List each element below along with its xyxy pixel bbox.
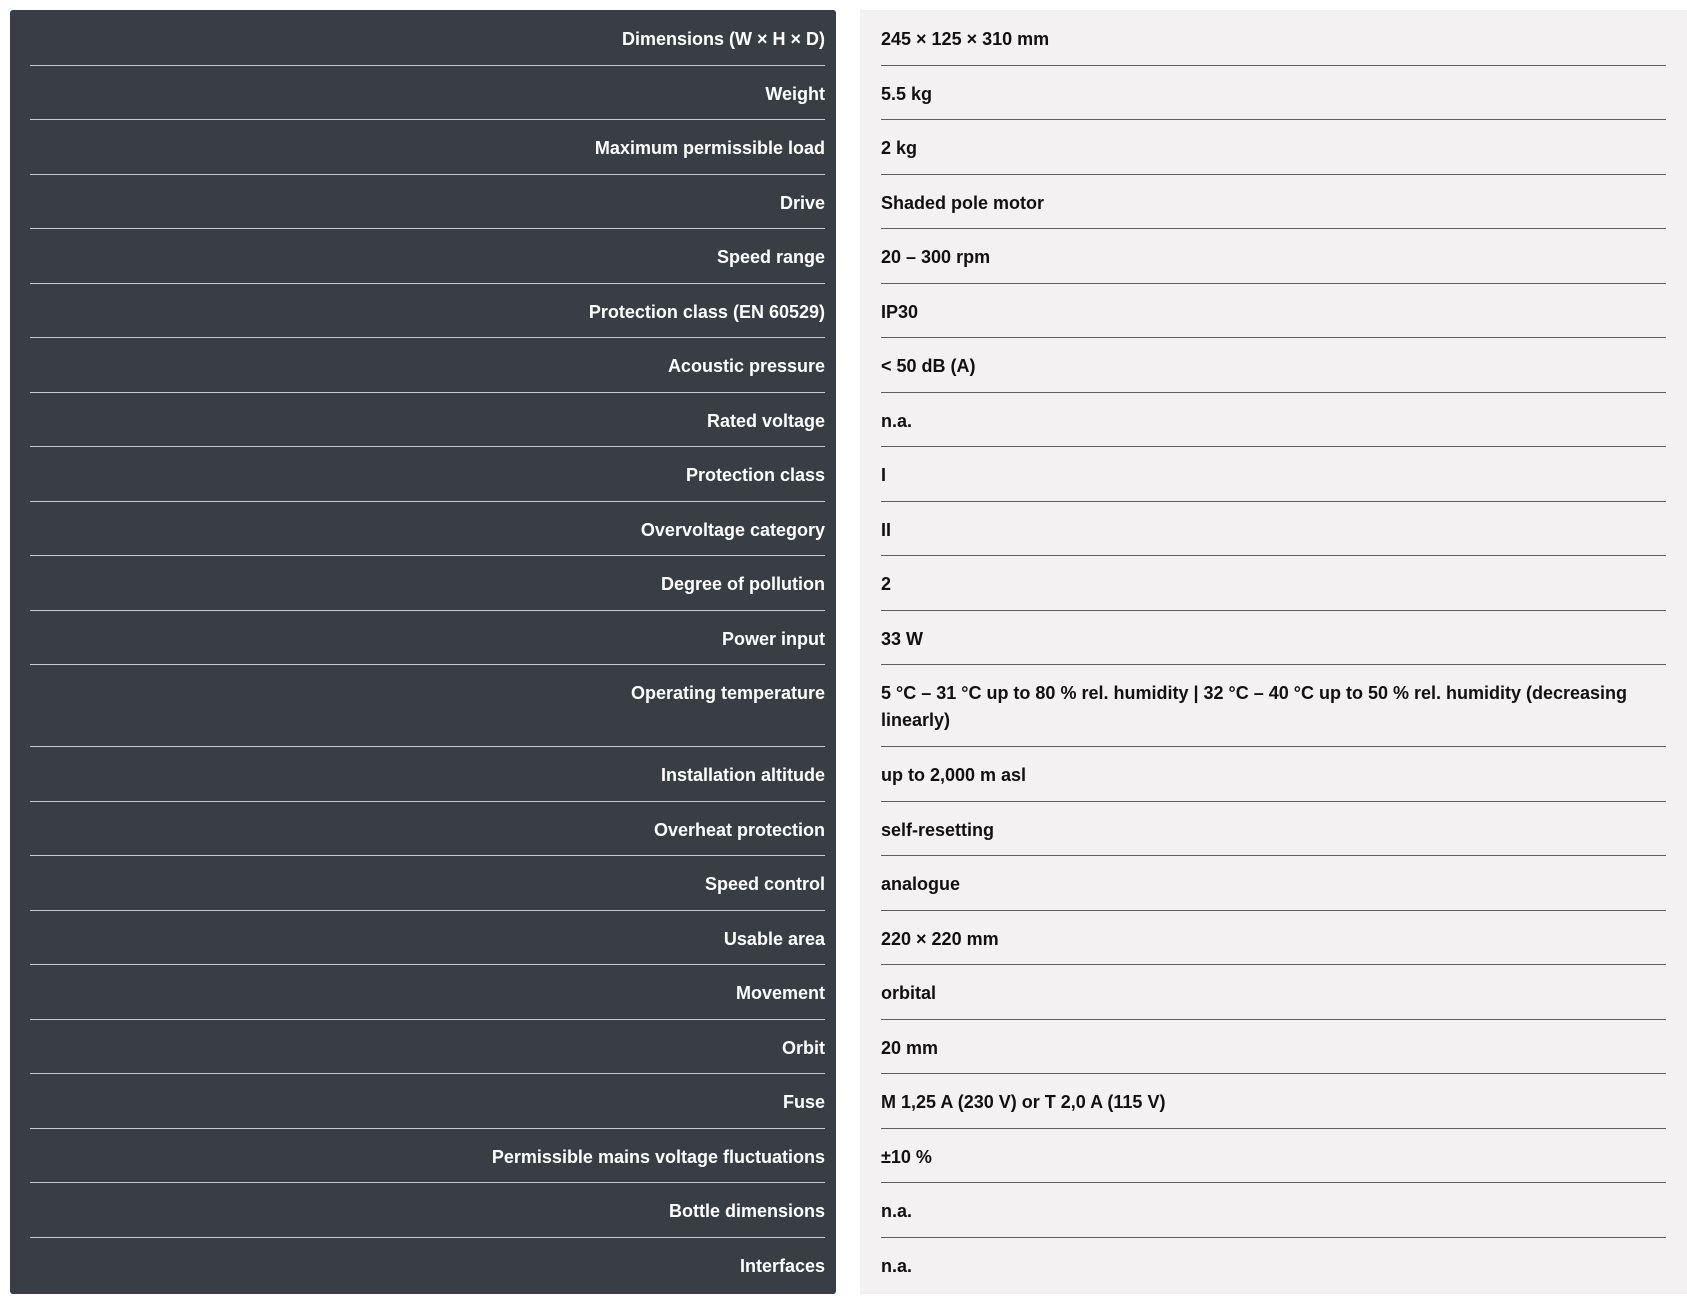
spec-label: Protection class (EN 60529) [588,301,825,322]
spec-label: Fuse [782,1092,825,1112]
spec-value: self-resetting [881,819,995,840]
spec-value: 220 × 220 mm [881,928,999,949]
spec-value: n.a. [881,1201,913,1221]
spec-value: up to 2,000 m asl [881,765,1027,785]
spec-value: II [881,519,892,540]
spec-value: n.a. [881,410,913,431]
spec-label: Bottle dimensions [668,1201,825,1221]
spec-value: I [881,465,887,485]
spec-label: Permissible mains voltage fluctuations [491,1146,825,1167]
spec-value: 2 [881,574,892,594]
spec-labels-panel [10,10,836,1294]
spec-value: 20 mm [881,1037,939,1058]
spec-label: Usable area [723,928,825,949]
spec-label: Interfaces [739,1255,825,1276]
spec-label: Power input [722,628,825,649]
spec-value: 2 kg [881,138,918,158]
spec-value: IP30 [881,301,919,322]
spec-value: M 1,25 A (230 V) or T 2,0 A (115 V) [881,1092,1166,1112]
spec-label: Installation altitude [660,765,825,785]
spec-label: Degree of pollution [661,574,825,594]
spec-value: n.a. [881,1255,913,1276]
spec-label: Speed control [704,874,825,894]
spec-values-panel [860,10,1687,1294]
spec-label: Weight [765,83,825,104]
spec-label: Operating temperature [630,683,825,703]
spec-value: 20 – 300 rpm [881,247,991,267]
spec-value: orbital [881,983,937,1003]
spec-value: < 50 dB (A) [881,356,976,376]
spec-label: Dimensions (W × H × D) [621,29,825,49]
spec-label: Orbit [782,1037,825,1058]
spec-value: 5.5 kg [881,83,933,104]
spec-label: Protection class [685,465,825,485]
spec-label: Overvoltage category [640,519,825,540]
spec-value: 5 °C – 31 °C up to 80 % rel. humidity | 32 °C – 40 °C up to 50 % rel. humidity (decreasing linearly) [881,683,1628,730]
spec-label: Movement [735,983,825,1003]
spec-label: Maximum permissible load [594,138,825,158]
spec-label: Speed range [716,247,825,267]
spec-label: Rated voltage [706,410,825,431]
spec-value: analogue [881,874,961,894]
spec-value: ±10 % [881,1146,932,1167]
spec-label: Drive [779,192,825,213]
spec-label: Overheat protection [653,819,825,840]
spec-value: 33 W [881,628,924,649]
spec-value: Shaded pole motor [881,192,1045,213]
spec-label: Acoustic pressure [667,356,825,376]
spec-value: 245 × 125 × 310 mm [881,29,1050,49]
